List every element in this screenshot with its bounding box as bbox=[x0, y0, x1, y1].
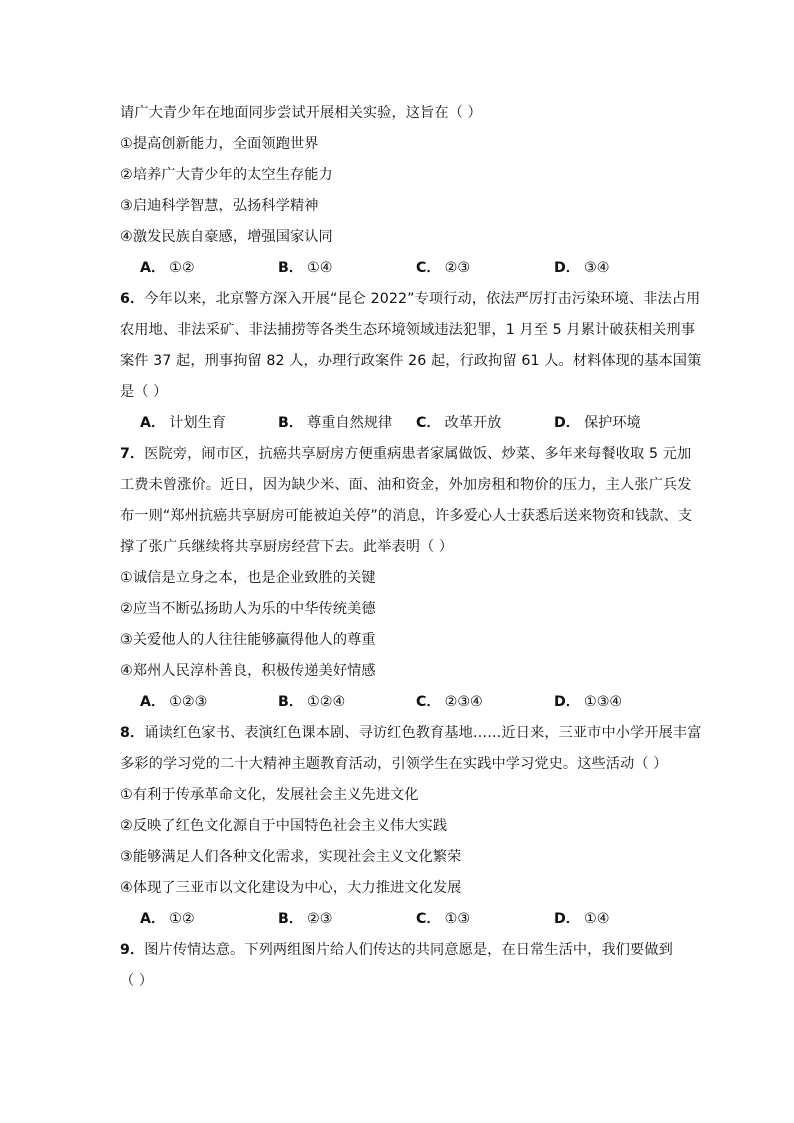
q8-stem-line-2: 多彩的学习党的二十大精神主题教育活动，引领学生在实践中学习党史。这些活动（ ） bbox=[120, 756, 668, 772]
q7-option-d[interactable] bbox=[554, 687, 692, 718]
q5-stem-line: 请广大青少年在地面同步尝试开展相关实验，这旨在（ ） bbox=[120, 105, 482, 121]
q5-statement-2: ②培养广大青少年的太空生存能力 bbox=[120, 167, 333, 183]
q5-statement-3: ③启迪科学智慧，弘扬科学精神 bbox=[120, 198, 319, 214]
q7-stem-line-4: 撑了张广兵继续将共享厨房经营下去。此举表明（ ） bbox=[120, 539, 454, 555]
option-text: ①② bbox=[169, 260, 195, 276]
option-text: ①② bbox=[169, 911, 195, 927]
option-letter: C． bbox=[416, 260, 441, 276]
q9-stem-line-2: （ ） bbox=[120, 973, 154, 989]
option-letter: D． bbox=[554, 694, 580, 710]
option-text: 保护环境 bbox=[583, 415, 641, 431]
option-text: ③④ bbox=[583, 260, 610, 276]
q7-stem-line-1 bbox=[120, 439, 692, 470]
option-text: ①③ bbox=[444, 911, 471, 927]
q5-statement-1: ①提高创新能力，全面领跑世界 bbox=[120, 136, 319, 152]
q7-stem-line-2: 工费未曾涨价。近日，因为缺少米、面、油和资金，外加房租和物价的压力，主人张广兵发 bbox=[120, 477, 692, 493]
q7-option-c[interactable] bbox=[416, 687, 554, 718]
q7-option-a[interactable] bbox=[140, 687, 278, 718]
q7-option-b[interactable] bbox=[278, 687, 416, 718]
q8-statement-2: ②反映了红色文化源自于中国特色社会主义伟大实践 bbox=[120, 818, 448, 834]
q9-stem-line-1 bbox=[120, 935, 680, 966]
question-number: 6． bbox=[120, 291, 145, 307]
q7-options bbox=[120, 687, 680, 718]
question-number: 7． bbox=[120, 446, 145, 462]
q8-statement-3: ③能够满足人们各种文化需求，实现社会主义文化繁荣 bbox=[120, 849, 462, 865]
q6-stem-line-1 bbox=[120, 284, 701, 315]
q8-stem-text: 诵读红色家书、表演红色课本剧、寻访红色教育基地……近日来，三亚市中小学开展丰富 bbox=[144, 725, 702, 741]
q7-statement-1: ①诚信是立身之本，也是企业致胜的关键 bbox=[120, 570, 376, 586]
q7-statement-4: ④郑州人民淳朴善良，积极传递美好情感 bbox=[120, 663, 376, 679]
q6-stem-line-4: 是（ ） bbox=[120, 384, 168, 400]
q6-option-c[interactable] bbox=[416, 408, 554, 439]
question-number: 9． bbox=[120, 942, 145, 958]
question-number: 8． bbox=[120, 725, 145, 741]
q5-option-c[interactable] bbox=[416, 253, 554, 284]
q8-options bbox=[120, 904, 680, 935]
option-letter: C． bbox=[416, 415, 441, 431]
q9-stem-text: 图片传情达意。下列两组图片给人们传达的共同意愿是，在日常生活中，我们要做到 bbox=[144, 942, 673, 958]
q5-option-b[interactable] bbox=[278, 253, 416, 284]
option-letter: D． bbox=[554, 911, 580, 927]
option-letter: D． bbox=[554, 415, 580, 431]
q8-option-a[interactable] bbox=[140, 904, 278, 935]
q8-statement-4: ④体现了三亚市以文化建设为中心，大力推进文化发展 bbox=[120, 880, 462, 896]
q6-option-d[interactable] bbox=[554, 408, 692, 439]
q8-stem-line-1 bbox=[120, 718, 702, 749]
option-letter: B． bbox=[278, 415, 304, 431]
option-text: ①②③ bbox=[169, 694, 208, 710]
option-text: ①③④ bbox=[583, 694, 623, 710]
option-letter: B． bbox=[278, 911, 304, 927]
q8-option-b[interactable] bbox=[278, 904, 416, 935]
option-letter: A． bbox=[140, 694, 166, 710]
option-letter: C． bbox=[416, 694, 441, 710]
option-text: 计划生育 bbox=[169, 415, 226, 431]
q8-statement-1: ①有利于传承革命文化，发展社会主义先进文化 bbox=[120, 787, 419, 803]
option-text: ②③ bbox=[307, 911, 333, 927]
option-text: ①④ bbox=[307, 260, 333, 276]
q8-option-c[interactable] bbox=[416, 904, 554, 935]
option-text: 改革开放 bbox=[444, 415, 502, 431]
option-letter: B． bbox=[278, 260, 304, 276]
option-letter: A． bbox=[140, 415, 166, 431]
option-letter: A． bbox=[140, 260, 166, 276]
option-letter: A． bbox=[140, 911, 166, 927]
q7-statement-2: ②应当不断弘扬助人为乐的中华传统美德 bbox=[120, 601, 376, 617]
q6-stem-line-2: 农用地、非法采矿、非法捕捞等各类生态环境领域违法犯罪，1 月至 5 月累计破获相关刑事 bbox=[120, 322, 696, 338]
q6-stem-text: 今年以来，北京警方深入开展“昆仑 2022”专项行动，依法严厉打击污染环境、非法占用 bbox=[144, 291, 701, 307]
q5-options bbox=[120, 253, 680, 284]
option-text: ①②④ bbox=[307, 694, 346, 710]
q6-option-b[interactable] bbox=[278, 408, 416, 439]
q7-statement-3: ③关爱他人的人往往能够赢得他人的尊重 bbox=[120, 632, 376, 648]
q5-option-a[interactable] bbox=[140, 253, 278, 284]
option-text: 尊重自然规律 bbox=[307, 415, 393, 431]
q6-options bbox=[120, 408, 680, 439]
option-letter: D． bbox=[554, 260, 580, 276]
option-letter: B． bbox=[278, 694, 304, 710]
option-text: ①④ bbox=[583, 911, 610, 927]
option-text: ②③④ bbox=[444, 694, 483, 710]
q5-statement-4: ④激发民族自豪感，增强国家认同 bbox=[120, 229, 333, 245]
option-letter: C． bbox=[416, 911, 441, 927]
q6-stem-line-3: 案件 37 起，刑事拘留 82 人，办理行政案件 26 起，行政拘留 61 人。材料体现的基本国策 bbox=[120, 353, 702, 369]
q8-option-d[interactable] bbox=[554, 904, 692, 935]
option-text: ②③ bbox=[444, 260, 471, 276]
q7-stem-line-3: 布一则“郑州抗癌共享厨房可能被迫关停”的消息，许多爱心人士获悉后送来物资和钱款、支 bbox=[120, 508, 693, 524]
q7-stem-text: 医院旁，闹市区，抗癌共享厨房方便重病患者家属做饭、炒菜、多年来每餐收取 5 元加 bbox=[144, 446, 692, 462]
q5-option-d[interactable] bbox=[554, 253, 692, 284]
q6-option-a[interactable] bbox=[140, 408, 278, 439]
question-content bbox=[120, 98, 702, 997]
